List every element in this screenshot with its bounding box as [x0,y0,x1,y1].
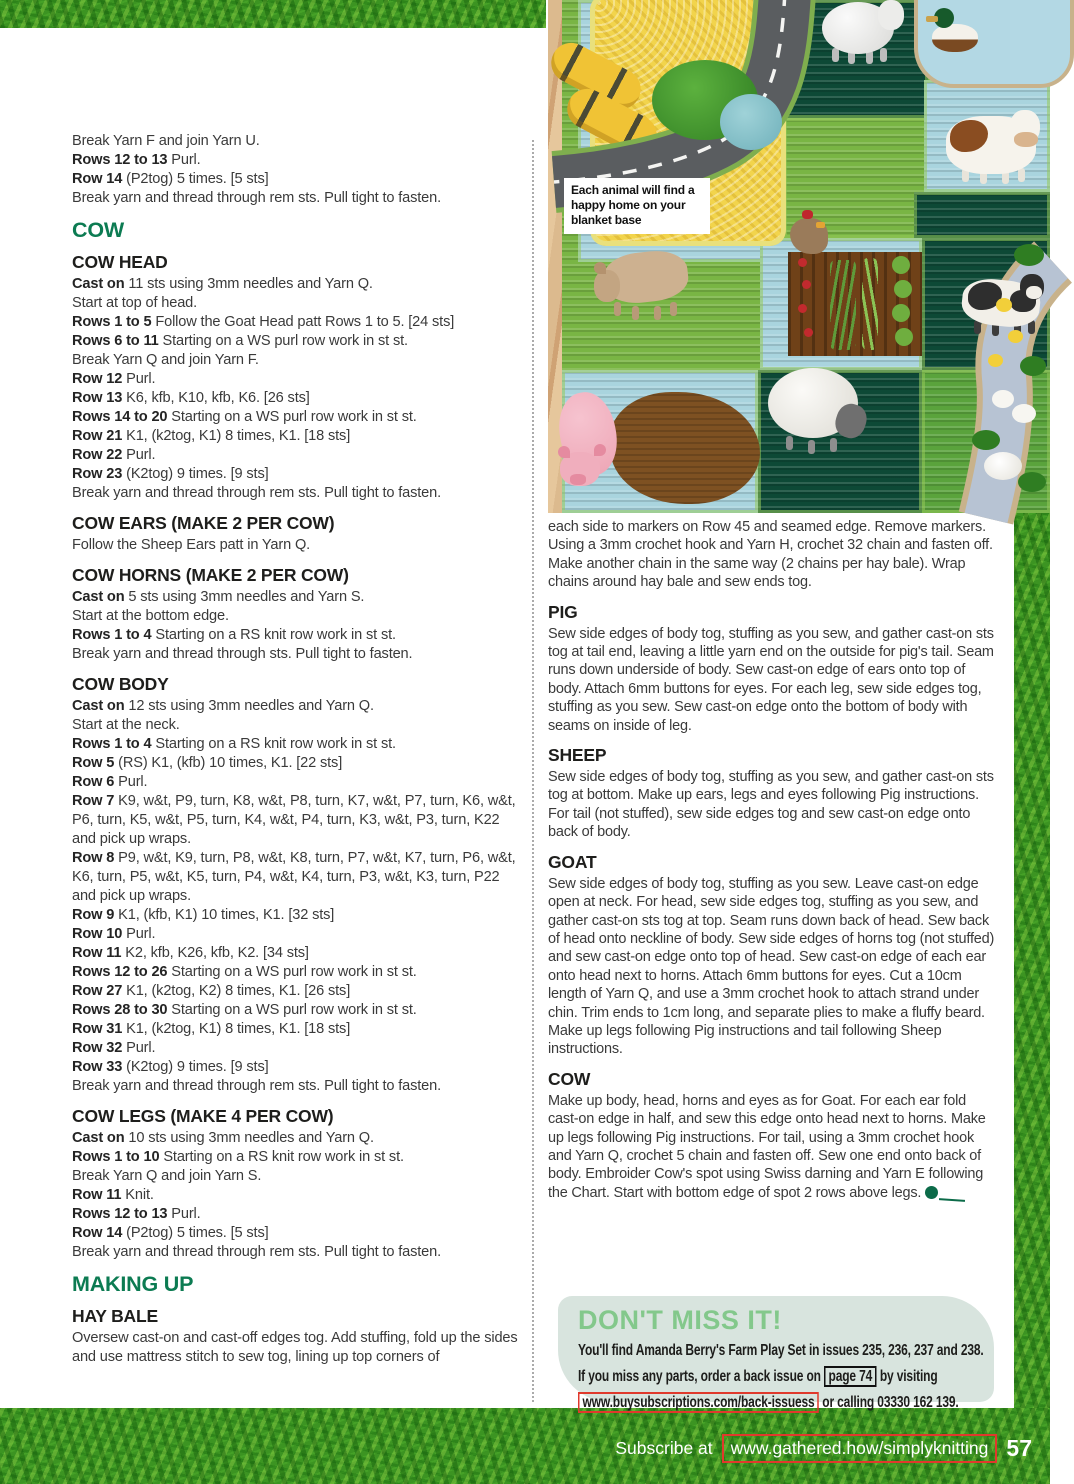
pattern-section [72,674,524,1096]
pattern-heading: MAKING UP [72,1272,194,1296]
pattern-heading: COW [72,218,124,242]
column-divider [532,140,534,1402]
pattern-line: Row 7 K9, w&t, P9, turn, K8, w&t, P8, turn, K7, w&t, P7, turn, K6, w&t, P6, turn, K5, w&t, P5, turn, K4, w&t, P4, turn, K3, w&t, P3, turn, K22 and pick up wraps. [72,793,516,847]
white-duck [1012,404,1036,423]
makeup-section [548,1069,998,1202]
pattern-line: Oversew cast-on and cast-off edges tog. Add stuffing, fold up the sides and use mattress stitch to sew tog, lining up top corners of [72,1330,518,1365]
grass-border-top [0,0,546,28]
foliage-tuft [972,430,1000,450]
pattern-section [72,513,524,555]
pattern-line: Rows 6 to 11 Starting on a WS purl row work in st st. [72,333,408,349]
pattern-subheading: COW LEGS (MAKE 4 PER COW) [72,1106,334,1126]
makeup-heading: COW [548,1068,591,1089]
pattern-line: Row 21 K1, (k2tog, K1) 8 times, K1. [18 sts] [72,428,351,444]
pattern-line: Break yarn and thread through sts. Pull tight to fasten. [72,646,413,662]
pattern-line: Row 6 Purl. [72,774,148,790]
dont-miss-text: You'll find Amanda Berry's Farm Play Set in issues 235, 236, 237 and 238. If you miss any parts, order a back issue on page 74 by visiting www.buysubscriptions.com/back-issuess or calling 03330 162 139. [578,1342,984,1411]
makeup-paragraph: Make up body, head, horns and eyes as for Goat. For each ear fold cast-on edge in half, and sew this edge onto head next to horns. Make up legs following Pig instructions. For tail, using a 3mm crochet hook and Yarn Q, crochet 5 chain and fasten off. Sew one end onto back of body. Embroider Cow's spot using Swiss darning and Yarn E following the Chart. Start with bottom edge of spot 2 rows above legs. [548,1092,986,1201]
duckling [996,298,1012,312]
pattern-section [72,218,524,503]
pattern-section [72,1106,524,1262]
pattern-section [72,132,524,208]
pattern-subheading: COW EARS (MAKE 2 PER COW) [72,513,335,533]
pattern-subheading: COW HEAD [72,252,168,272]
makeup-paragraph: Sew side edges of body tog, stuffing as you sew, and gather cast-on sts tog at tail end, leaving a little yarn end on the outside for pig's tail. Seam runs down underside of body. Sew cast-on edge of ears onto top of body. Attach 6mm buttons for eyes. For each leg, sew side edges tog, stuffing as you sew. Sew cast-on edge onto the bottom of body with seams on inside of leg. [548,625,994,734]
pig [554,390,624,500]
makeup-paragraph: each side to markers on Row 45 and seamed edge. Remove markers. Using a 3mm crochet hook and Yarn H, crochet 32 chain and fasten off. Make another chain in the same way (2 chains per hay bale). Wrap chains around hay bale and sew ends tog. [548,519,993,591]
pattern-line: Break Yarn Q and join Yarn S. [72,1168,262,1184]
pattern-subheading: COW HORNS (MAKE 2 PER COW) [72,565,349,585]
hen [786,208,832,260]
duckling [988,354,1003,367]
page-footer [615,1428,1032,1468]
makeup-section [548,745,998,842]
makeup-paragraph: Sew side edges of body tog, stuffing as you sew. Leave cast-on edge open at neck. For head, sew side edges tog, stuffing as you sew, and gather cast-on sts tog at top. Seam runs down back of head. Sew back of head onto neckline of body. Sew side edges of horns tog (not stuffed) and sew cast-on edge onto top of head. Sew cast-on edge of each ear onto head next to horns. Attach 6mm buttons for eyes. Cut a 10cm length of Yarn Q, and use a 3mm crochet hook to attach strand under chin. Trim ends to 1cm long, and separate plies to make a fluffy beard. Make up legs following Pig instructions and tail following Sheep instructions. [548,875,995,1058]
pattern-line: Rows 1 to 4 Starting on a RS knit row work in st st. [72,627,396,643]
pattern-line: Row 32 Purl. [72,1040,156,1056]
pattern-line: Start at the bottom edge. [72,608,229,624]
sheep-grazing [764,364,868,456]
pattern-line: Row 5 (RS) K1, (kfb) 10 times, K1. [22 sts] [72,755,343,771]
pattern-line: Row 11 Knit. [72,1187,154,1203]
pattern-line: Break Yarn F and join Yarn U. [72,133,260,149]
farm-blanket-photo [548,0,1050,513]
pattern-subheading: HAY BALE [72,1306,158,1326]
pattern-line: Row 12 Purl. [72,371,156,387]
pattern-line: Cast on 5 sts using 3mm needles and Yarn S. [72,589,365,605]
pattern-line: Rows 14 to 20 Starting on a WS purl row work in st st. [72,409,417,425]
pattern-line: Rows 1 to 5 Follow the Goat Head patt Rows 1 to 5. [24 sts] [72,314,455,330]
pattern-line: Row 31 K1, (k2tog, K1) 8 times, K1. [18 sts] [72,1021,351,1037]
pattern-line: Row 10 Purl. [72,926,156,942]
makeup-section [548,602,998,735]
left-column [72,132,524,1377]
right-column [548,518,998,1212]
pattern-line: Rows 1 to 10 Starting on a RS knit row work in st st. [72,1149,404,1165]
pattern-line: Break yarn and thread through rem sts. Pull tight to fasten. [72,190,442,206]
cow-white-brown [944,110,1048,188]
tree-pompom-blue [720,94,782,150]
pattern-line: Break Yarn Q and join Yarn F. [72,352,259,368]
pattern-line: Row 27 K1, (k2tog, K2) 8 times, K1. [26 sts] [72,983,351,999]
grass-border-right [1014,513,1050,1484]
makeup-paragraph: Sew side edges of body tog, stuffing as you sew, and gather cast-on sts tog at bottom. Make up ears, legs and eyes following Pig instructions. For tail (not stuffed), sew side edges tog and sew cast-on edge onto back of body. [548,769,994,841]
makeup-heading: PIG [548,601,578,622]
dont-miss-panel [558,1296,994,1411]
pattern-line: Row 23 (K2tog) 9 times. [9 sts] [72,466,269,482]
pattern-line: Cast on 11 sts using 3mm needles and Yarn Q. [72,276,373,292]
white-duck [992,390,1014,408]
pattern-section [72,565,524,664]
pattern-line: Row 9 K1, (kfb, K1) 10 times, K1. [32 sts] [72,907,335,923]
pattern-line: Row 13 K6, kfb, K10, kfb, K6. [26 sts] [72,390,310,406]
pattern-line: Follow the Sheep Ears patt in Yarn Q. [72,537,311,553]
pattern-line: Row 14 (P2tog) 5 times. [5 sts] [72,1225,269,1241]
pattern-line: Rows 1 to 4 Starting on a RS knit row work in st st. [72,736,396,752]
pattern-line: Start at top of head. [72,295,198,311]
end-of-article-tail [939,1198,965,1202]
pattern-line: Row 22 Purl. [72,447,156,463]
goat [594,248,694,322]
pattern-line: Rows 12 to 26 Starting on a WS purl row work in st st. [72,964,417,980]
footer-subscribe-text: Subscribe at [615,1437,713,1458]
pattern-line: Rows 12 to 13 Purl. [72,152,201,168]
duckling [1008,330,1023,343]
foliage-tuft [1020,356,1046,376]
end-of-article-marker [925,1186,938,1199]
photo-caption: Each animal will find a happy home on your blanket base [564,178,710,234]
foliage-tuft [1014,244,1044,266]
page-74-reference[interactable]: page 74 [824,1366,877,1387]
pattern-section [72,1272,524,1367]
pattern-line: Start at the neck. [72,717,180,733]
pattern-line: Cast on 10 sts using 3mm needles and Yarn Q. [72,1130,374,1146]
back-issues-url-link[interactable]: www.buysubscriptions.com/back-issuess [578,1392,819,1413]
footer-url-link[interactable]: www.gathered.how/simplyknitting [722,1434,998,1463]
pattern-line: Row 11 K2, kfb, K26, kfb, K2. [34 sts] [72,945,309,961]
pattern-line: Rows 12 to 13 Purl. [72,1206,201,1222]
pattern-line: Cast on 12 sts using 3mm needles and Yarn Q. [72,698,374,714]
dont-miss-title: DON'T MISS IT! [578,1305,782,1335]
pattern-line: Break yarn and thread through rem sts. Pull tight to fasten. [72,1078,442,1094]
makeup-heading: SHEEP [548,745,607,766]
makeup-section [548,518,998,592]
page-number: 57 [1006,1434,1032,1461]
makeup-section [548,852,998,1059]
pattern-line: Break yarn and thread through rem sts. Pull tight to fasten. [72,1244,442,1260]
white-duck-large [984,452,1022,480]
sheep-standing [818,0,904,64]
makeup-heading: GOAT [548,851,597,872]
pattern-line: Row 8 P9, w&t, K9, turn, P8, w&t, K8, turn, P7, w&t, K7, turn, P6, w&t, K6, turn, P5, w&t, K5, turn, P4, w&t, K4, turn, P3, w&t, K3, turn, P22 and pick up wraps. [72,850,516,904]
mallard-duck [926,8,986,56]
foliage-tuft [1018,472,1046,492]
pattern-line: Row 33 (K2tog) 9 times. [9 sts] [72,1059,269,1075]
pattern-line: Row 14 (P2tog) 5 times. [5 sts] [72,171,269,187]
pattern-line: Rows 28 to 30 Starting on a WS purl row work in st st. [72,1002,417,1018]
pattern-subheading: COW BODY [72,674,169,694]
pattern-line: Break yarn and thread through rem sts. Pull tight to fasten. [72,485,442,501]
